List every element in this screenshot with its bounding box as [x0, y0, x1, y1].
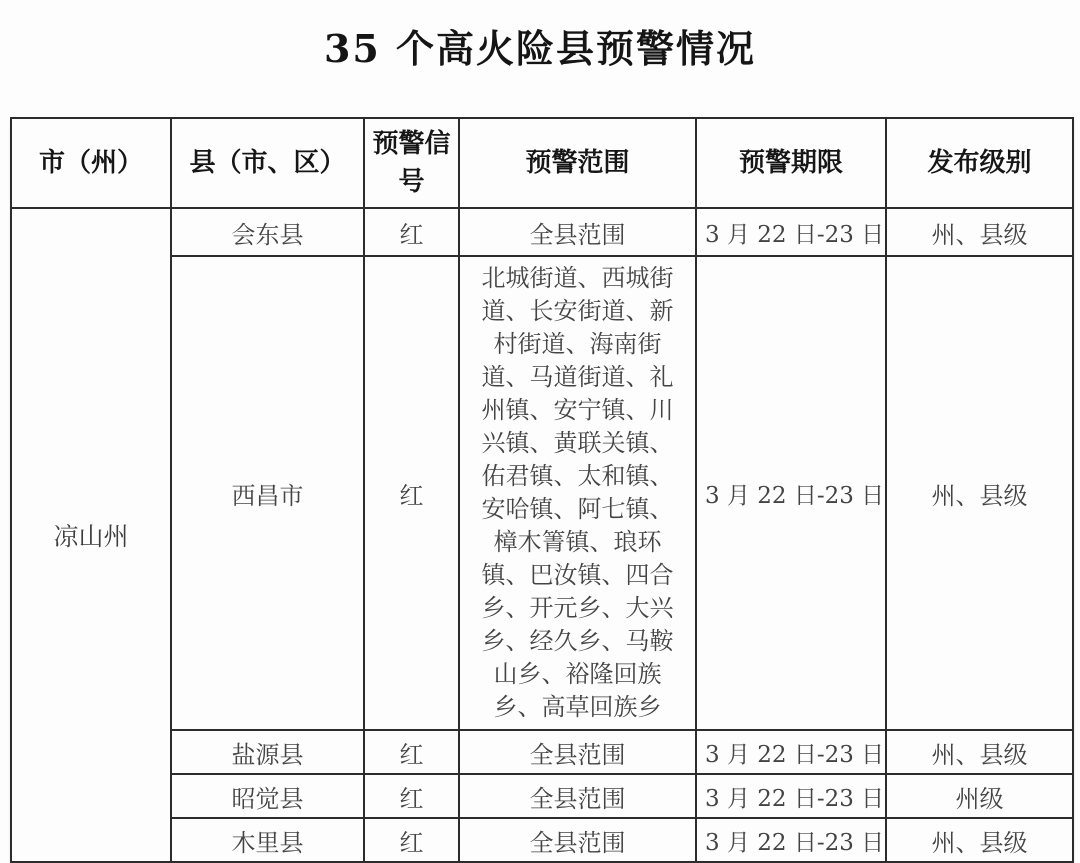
- page-title: 35 个高火险县预警情况: [323, 26, 757, 71]
- header-prefecture: 市（州）: [11, 118, 171, 208]
- cell-period: 3 月 22 日-23 日: [696, 730, 886, 774]
- cell-level: 州、县级: [886, 256, 1073, 730]
- cell-level: 州、县级: [886, 208, 1073, 256]
- cell-county: 盐源县: [171, 730, 364, 774]
- table-row: [11, 730, 1073, 774]
- header-county: 县（市、区）: [171, 118, 364, 208]
- cell-scope: 全县范围: [459, 208, 696, 256]
- header-scope: 预警范围: [459, 118, 696, 208]
- header-row: [11, 118, 1073, 208]
- cell-scope: 全县范围: [459, 774, 696, 818]
- cell-county: 木里县: [171, 818, 364, 862]
- cell-scope: 全县范围: [459, 730, 696, 774]
- fire-warning-table: [10, 117, 1074, 863]
- cell-signal: 红: [364, 208, 459, 256]
- cell-level: 州级: [886, 774, 1073, 818]
- cell-signal: 红: [364, 256, 459, 730]
- cell-scope: 北城街道、西城街道、长安街道、新村街道、海南街道、马道街道、礼州镇、安宁镇、川兴镇、黄联关镇、佑君镇、太和镇、安哈镇、阿七镇、樟木箐镇、琅环镇、巴汝镇、四合乡、开元乡、大兴乡、经久乡、马鞍山乡、裕隆回族乡、高草回族乡: [459, 256, 696, 730]
- cell-level: 州、县级: [886, 730, 1073, 774]
- cell-county: 西昌市: [171, 256, 364, 730]
- cell-county: 昭觉县: [171, 774, 364, 818]
- cell-signal: 红: [364, 730, 459, 774]
- cell-period: 3 月 22 日-23 日: [696, 818, 886, 862]
- prefecture-cell: 凉山州: [11, 208, 171, 862]
- cell-scope: 全县范围: [459, 818, 696, 862]
- table-row: [11, 818, 1073, 862]
- table-row: [11, 774, 1073, 818]
- header-period: 预警期限: [696, 118, 886, 208]
- cell-signal: 红: [364, 818, 459, 862]
- header-level: 发布级别: [886, 118, 1073, 208]
- cell-period: 3 月 22 日-23 日: [696, 774, 886, 818]
- cell-period: 3 月 22 日-23 日: [696, 208, 886, 256]
- header-signal: 预警信号: [364, 118, 459, 208]
- table-row: [11, 208, 1073, 256]
- cell-period: 3 月 22 日-23 日: [696, 256, 886, 730]
- cell-county: 会东县: [171, 208, 364, 256]
- cell-level: 州、县级: [886, 818, 1073, 862]
- table-row: [11, 256, 1073, 730]
- cell-signal: 红: [364, 774, 459, 818]
